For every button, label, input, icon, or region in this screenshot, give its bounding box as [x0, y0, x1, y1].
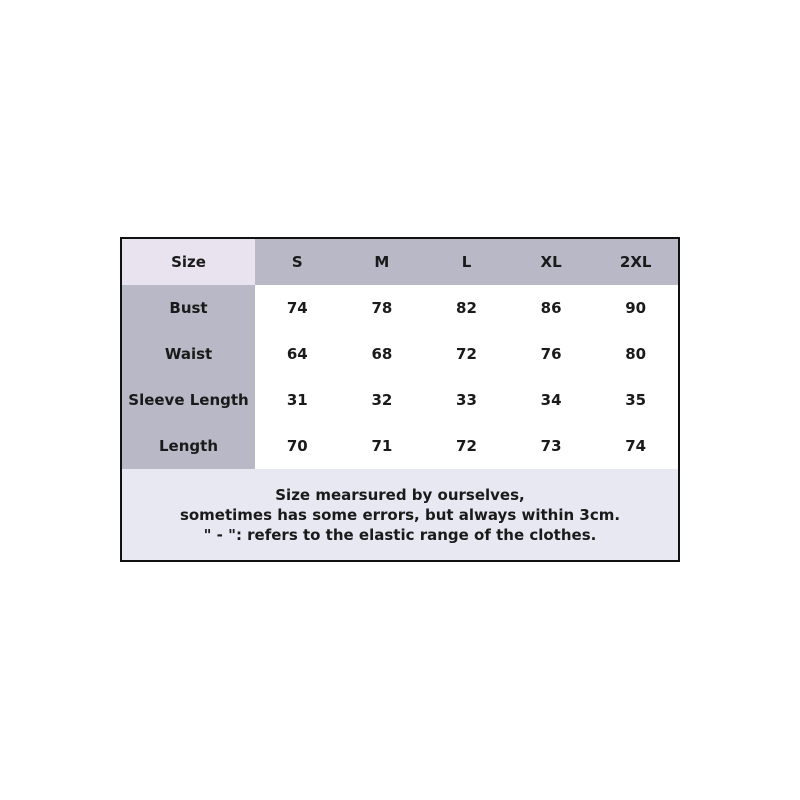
table-cell: 64 — [286, 345, 308, 363]
size-header-m: M — [374, 253, 390, 271]
table-cell: 90 — [625, 299, 647, 317]
size-header-group — [255, 239, 678, 285]
row-values-bust — [255, 285, 678, 331]
table-cell: 72 — [456, 345, 477, 363]
note-line: " - ": refers to the elastic range of the clothes. — [203, 525, 597, 544]
row-values-length — [255, 423, 678, 469]
table-cell: 74 — [625, 437, 647, 455]
table-body — [122, 285, 678, 469]
table-row-waist — [122, 331, 678, 377]
table-cell: 72 — [456, 437, 477, 455]
table-cell: 31 — [286, 391, 308, 409]
row-label-sleeve-length: Sleeve Length — [122, 377, 255, 423]
corner-size-label: Size — [122, 239, 255, 285]
table-cell: 71 — [371, 437, 393, 455]
table-cell: 73 — [540, 437, 562, 455]
header-row — [122, 239, 678, 285]
table-row-sleeve-length — [122, 377, 678, 423]
table-cell: 35 — [625, 391, 647, 409]
table-row-bust — [122, 285, 678, 331]
table-cell: 33 — [456, 391, 477, 409]
table-cell: 78 — [371, 299, 393, 317]
size-header-xl: XL — [540, 253, 562, 271]
table-cell: 74 — [286, 299, 308, 317]
row-label-waist: Waist — [122, 331, 255, 377]
row-label-length: Length — [122, 423, 255, 469]
table-cell: 70 — [286, 437, 308, 455]
table-cell: 82 — [456, 299, 477, 317]
size-header-s: S — [291, 253, 303, 271]
table-cell: 68 — [371, 345, 393, 363]
table-cell: 34 — [540, 391, 562, 409]
size-notes — [122, 469, 678, 560]
size-header-2xl: 2XL — [619, 253, 652, 271]
note-line: sometimes has some errors, but always within 3cm. — [179, 505, 621, 524]
table-row-length — [122, 423, 678, 469]
table-cell: 80 — [625, 345, 647, 363]
row-label-bust: Bust — [122, 285, 255, 331]
table-cell: 86 — [540, 299, 562, 317]
table-cell: 76 — [540, 345, 562, 363]
size-header-l: L — [461, 253, 472, 271]
row-values-waist — [255, 331, 678, 377]
size-chart-table — [120, 237, 680, 562]
note-line: Size mearsured by ourselves, — [275, 485, 525, 504]
row-values-sleeve-length — [255, 377, 678, 423]
table-cell: 32 — [371, 391, 393, 409]
